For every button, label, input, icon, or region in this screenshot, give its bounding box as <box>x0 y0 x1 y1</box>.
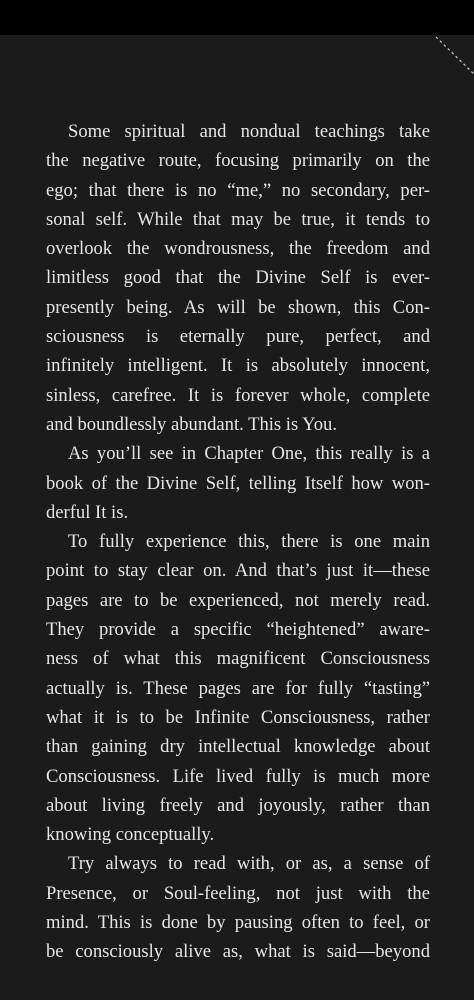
text-line: mind. This is done by pausing often to feel, or <box>46 912 430 934</box>
text-line: what it is to be Infinite Consciousness, rather <box>46 706 430 728</box>
text-line: Some spiritual and nondual teachings take <box>68 121 430 142</box>
text-line: sinless, carefree. It is forever whole, complete <box>46 384 430 406</box>
text-line: They provide a specific “heightened” aware- <box>46 619 430 641</box>
text-line: Try always to read with, or as, a sense of <box>68 853 430 875</box>
text-line: infinitely intelligent. It is absolutely innocent, <box>46 355 430 377</box>
text-line: sciousness is eternally pure, perfect, and <box>46 326 430 348</box>
text-line: As you’ll see in Chapter One, this really is a <box>68 443 430 465</box>
page-text <box>46 117 430 967</box>
text-line: Consciousness. Life lived fully is much more <box>46 765 430 787</box>
text-line: about living freely and joyously, rather than <box>46 794 430 816</box>
text-line: derful It is. <box>46 501 129 523</box>
text-line: overlook the wondrousness, the freedom and <box>46 238 430 260</box>
text-line: the negative route, focusing primarily on the <box>46 150 430 172</box>
text-line: than gaining dry intellectual knowledge about <box>46 736 430 758</box>
text-line: limitless good that the Divine Self is ever- <box>46 267 430 289</box>
text-line: be consciously alive as, what is said—beyond <box>46 941 430 963</box>
text-line: presently being. As will be shown, this Con- <box>46 296 430 318</box>
text-line: book of the Divine Self, telling Itself how won- <box>46 472 430 494</box>
text-line: actually is. These pages are for fully “tasting” <box>46 677 430 699</box>
text-line: Presence, or Soul-feeling, not just with the <box>46 882 430 904</box>
text-line: and boundlessly abundant. This is You. <box>46 413 337 435</box>
book-page[interactable] <box>0 35 474 1000</box>
text-line: ego; that there is no “me,” no secondary, per- <box>46 179 430 201</box>
text-line: ness of what this magnificent Consciousness <box>46 648 430 670</box>
status-bar <box>0 0 474 35</box>
text-line: To fully experience this, there is one main <box>68 531 430 553</box>
text-line: sonal self. While that may be true, it tends to <box>46 208 430 230</box>
text-line: knowing conceptually. <box>46 824 215 846</box>
text-line: point to stay clear on. And that’s just it—these <box>46 560 430 582</box>
text-line: pages are to be experienced, not merely read. <box>46 589 430 611</box>
